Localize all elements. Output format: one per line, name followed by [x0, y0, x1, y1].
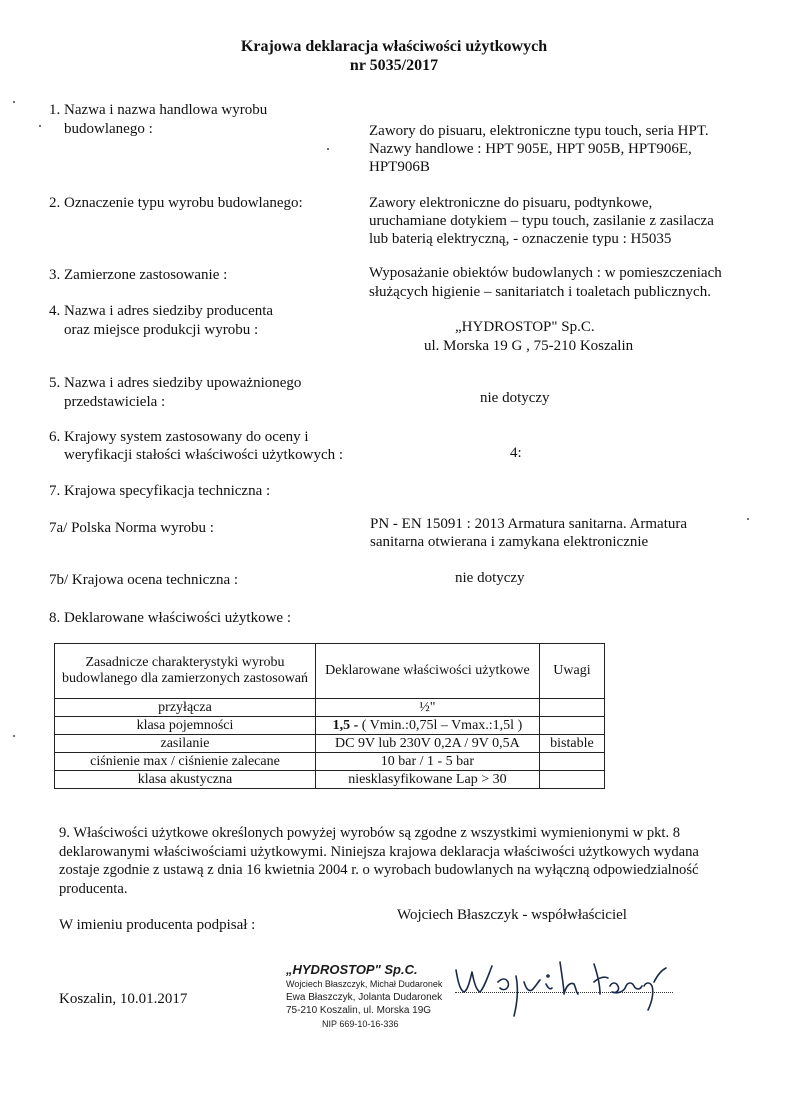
item-5-label-cont: przedstawiciela :: [64, 394, 166, 410]
item-7b-value: nie dotyczy: [455, 570, 525, 586]
table-header-row: [55, 644, 605, 699]
stamp-nip: NIP 669-10-16-336: [322, 1019, 399, 1029]
table-cell: [539, 771, 604, 789]
table-cell: [539, 699, 604, 717]
table-cell: klasa pojemności: [55, 717, 316, 735]
scan-dot: [13, 735, 15, 737]
item-4-value: „HYDROSTOP" Sp.C.: [455, 319, 595, 335]
table-cell: DC 9V lub 230V 0,2A / 9V 0,5A: [315, 735, 539, 753]
item-2-value: Zawory elektroniczne do pisuaru, podtynkowe,: [369, 195, 653, 211]
item-5-label: 5. Nazwa i adres siedziby upoważnionego: [49, 375, 302, 391]
table-cell: niesklasyfikowane Lap > 30: [315, 771, 539, 789]
item-3-label: 3. Zamierzone zastosowanie :: [49, 267, 228, 283]
capacity-class-value: 1,5 -: [332, 717, 359, 733]
item-2-label: 2. Oznaczenie typu wyrobu budowlanego:: [49, 195, 303, 211]
item-4-value-cont: ul. Morska 19 G , 75-210 Koszalin: [424, 338, 634, 354]
closing-line-1: 9. Właściwości użytkowe określonych powyżej wyrobów są zgodne z wszystkimi wymienionymi w pkt. 8: [59, 825, 681, 841]
item-1-label-cont: budowlanego :: [64, 121, 153, 137]
table-row: [55, 699, 605, 717]
scan-dot: [747, 518, 749, 520]
item-7a-value-cont: sanitarna otwierana i zamykana elektronicznie: [370, 534, 649, 550]
scan-dot: [327, 148, 329, 150]
table-header-declared: Deklarowane właściwości użytkowe: [315, 644, 539, 699]
table-row: [55, 735, 605, 753]
closing-line-2: deklarowanymi właściwościami użytkowymi. Niniejsza krajowa deklaracja właściwości użytkowych wydana: [59, 844, 699, 860]
table-cell: zasilanie: [55, 735, 316, 753]
table-cell: przyłącza: [55, 699, 316, 717]
place-and-date: Koszalin, 10.01.2017: [59, 991, 188, 1007]
stamp-company-name: „HYDROSTOP" Sp.C.: [286, 962, 418, 977]
stamp-address: 75-210 Koszalin, ul. Morska 19G: [286, 1005, 432, 1016]
item-6-value: 4:: [510, 445, 522, 461]
item-3-value: Wyposażanie obiektów budowlanych : w pomieszczeniach: [369, 265, 722, 281]
scan-dot: [39, 125, 41, 127]
item-5-value: nie dotyczy: [480, 390, 550, 406]
item-2-value-cont: lub baterią elektryczną, - oznaczenie typu : H5035: [369, 231, 672, 247]
item-1-value-cont: HPT906B: [369, 159, 430, 175]
capacity-range: ( Vmin.:0,75l – Vmax.:1,5l ): [358, 717, 523, 733]
item-8-label: 8. Deklarowane właściwości użytkowe :: [49, 610, 292, 626]
signer-name: Wojciech Błaszczyk - współwłaściciel: [397, 907, 627, 923]
table-header-notes: Uwagi: [539, 644, 604, 699]
item-7a-label: 7a/ Polska Norma wyrobu :: [49, 520, 214, 536]
signed-by-label: W imieniu producenta podpisał :: [59, 917, 256, 933]
table-cell: [539, 753, 604, 771]
table-cell: [539, 717, 604, 735]
table-cell: 10 bar / 1 - 5 bar: [315, 753, 539, 771]
table-cell: klasa akustyczna: [55, 771, 316, 789]
item-2-value-cont: uruchamiane dotykiem – typu touch, zasilanie z zasilacza: [369, 213, 714, 229]
item-3-value-cont: służących higienie – sanitariatch i toaletach publicznych.: [369, 284, 711, 300]
document-title: Krajowa deklaracja właściwości użytkowych: [240, 38, 548, 55]
table-cell: bistable: [539, 735, 604, 753]
scan-dot: [13, 101, 15, 103]
stamp-owners-line-1: Wojciech Błaszczyk, Michał Dudaronek: [286, 979, 443, 989]
handwritten-signature: [448, 952, 678, 1022]
table-row: [55, 717, 605, 735]
closing-line-4: producenta.: [59, 881, 128, 897]
table-row: [55, 771, 605, 789]
item-1-value: Zawory do pisuaru, elektroniczne typu touch, seria HPT.: [369, 123, 709, 139]
table-row: [55, 753, 605, 771]
stamp-owners-line-2: Ewa Błaszczyk, Jolanta Dudaronek: [286, 992, 443, 1003]
item-4-label-cont: oraz miejsce produkcji wyrobu :: [64, 322, 259, 338]
item-7b-label: 7b/ Krajowa ocena techniczna :: [49, 572, 239, 588]
item-7-label: 7. Krajowa specyfikacja techniczna :: [49, 483, 271, 499]
table-header-characteristics: Zasadnicze charakterystyki wyrobu budowlanego dla zamierzonych zastosowań: [55, 644, 316, 699]
table-cell: ciśnienie max / ciśnienie zalecane: [55, 753, 316, 771]
table-cell: ½": [315, 699, 539, 717]
item-7a-value: PN - EN 15091 : 2013 Armatura sanitarna. Armatura: [370, 516, 688, 532]
document-number: nr 5035/2017: [349, 57, 439, 74]
item-6-label-cont: weryfikacji stałości właściwości użytkowych :: [64, 447, 344, 463]
item-6-label: 6. Krajowy system zastosowany do oceny i: [49, 429, 309, 445]
properties-table: [54, 643, 605, 789]
table-cell: [315, 717, 539, 735]
item-1-label: 1. Nazwa i nazwa handlowa wyrobu: [49, 102, 268, 118]
closing-line-3: zostaje zgodnie z ustawą z dnia 16 kwietnia 2004 r. o wyrobach budowlanych na wyłączną odpowiedzialność: [59, 862, 699, 878]
item-1-value-cont: Nazwy handlowe : HPT 905E, HPT 905B, HPT906E,: [369, 141, 692, 157]
item-4-label: 4. Nazwa i adres siedziby producenta: [49, 303, 274, 319]
